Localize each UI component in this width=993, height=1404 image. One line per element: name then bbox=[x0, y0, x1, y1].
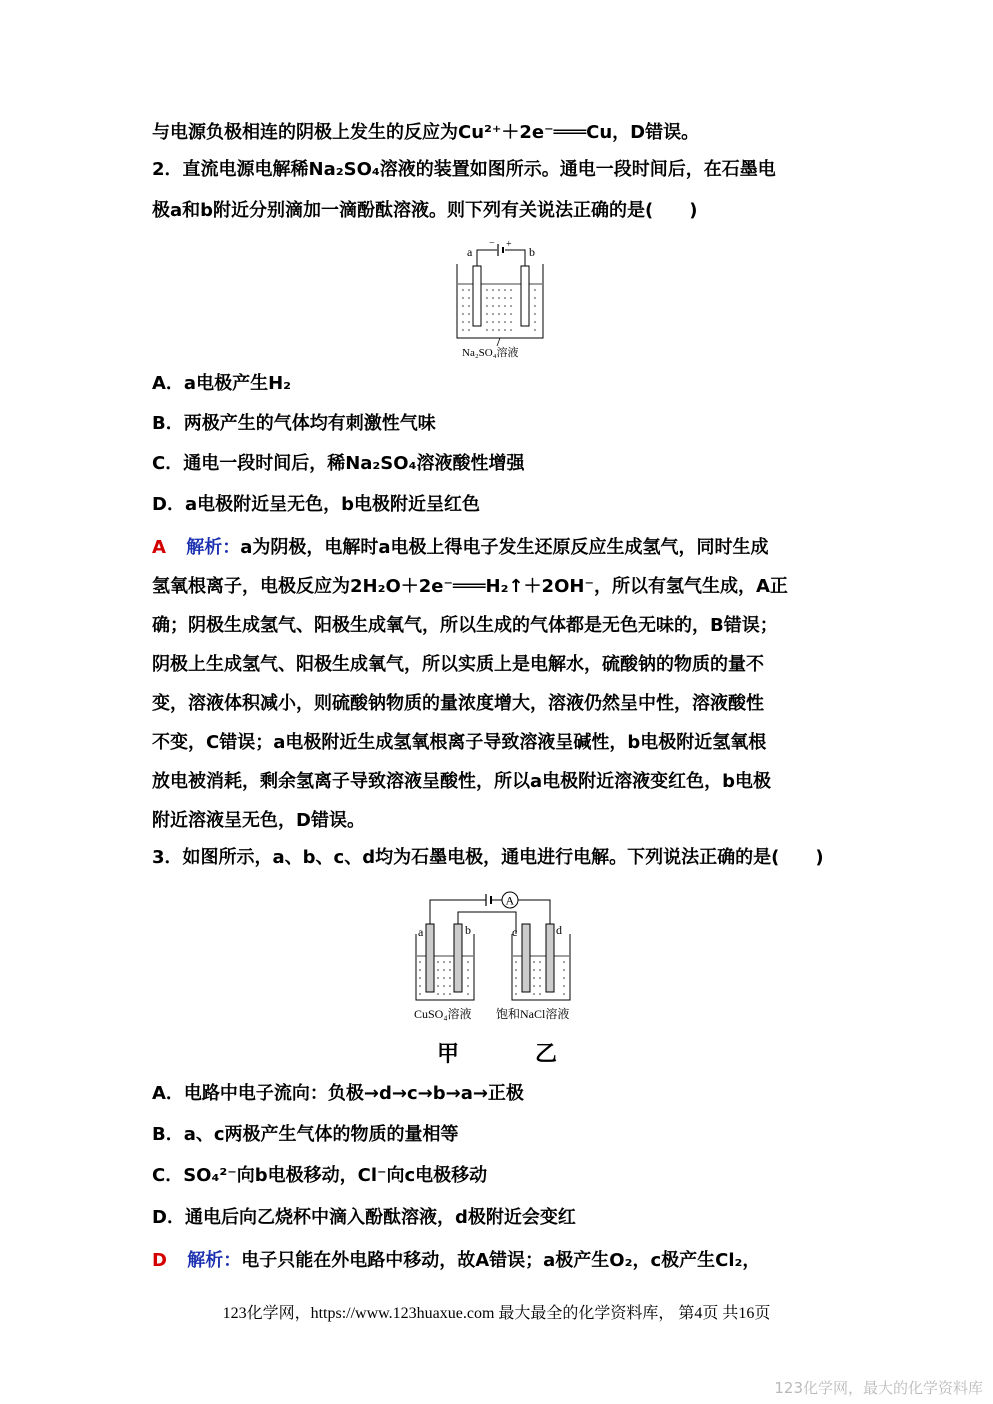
q2-option-b: B．两极产生的气体均有刺激性气味 bbox=[152, 413, 436, 434]
q2-explain-text-1: a为阴极，电解时a电极上得电子发生还原反应生成氢气，同时生成 bbox=[240, 537, 769, 558]
q3-option-c: C．SO₄²⁻向b电极移动，Cl⁻向c电极移动 bbox=[152, 1165, 488, 1186]
q3-caption-right: 饱和NaCl溶液 bbox=[496, 1007, 570, 1021]
q3-beaker-label-right: 乙 bbox=[535, 1042, 558, 1067]
q2-stem-line2: 极a和b附近分别滴加一滴酚酞溶液。则下列有关说法正确的是( ) bbox=[152, 200, 698, 221]
q3-beaker-label-left: 甲 bbox=[437, 1042, 460, 1067]
q2-option-a: A．a电极产生H₂ bbox=[152, 373, 292, 394]
page-footer: 123化学网，https://www.123huaxue.com 最大最全的化学资料库， 第4页 共16页 bbox=[222, 1305, 771, 1322]
q2-explain-line-3: 确；阴极生成氢气、阳极生成氧气，所以生成的气体都是无色无味的，B错误； bbox=[152, 615, 778, 636]
q3-option-a: A．电路中电子流向：负极→d→c→b→a→正极 bbox=[152, 1083, 524, 1104]
q2-figure-caption: Na₂SO₄溶液 bbox=[462, 347, 519, 359]
q2-explain-line-7: 放电被消耗，剩余氢离子导致溶液呈酸性，所以a电极附近溶液变红色，b电极 bbox=[152, 771, 772, 792]
q2-explain-line-4: 阴极上生成氢气、阳极生成氧气，所以实质上是电解水，硫酸钠的物质的量不 bbox=[152, 654, 764, 675]
q3-answer: D bbox=[152, 1250, 167, 1271]
q3-figure-svg bbox=[408, 884, 592, 1026]
q2-explain-line-2: 氢氧根离子，电极反应为2H₂O＋2e⁻═══H₂↑＋2OH⁻，所以有氢气生成，A正 bbox=[152, 576, 788, 597]
q2-figure-svg bbox=[445, 240, 555, 362]
q2-explain-label: 解析： bbox=[186, 537, 241, 558]
watermark: 123化学网，最大的化学资料库 bbox=[774, 1379, 983, 1397]
q2-option-c: C．通电一段时间后，稀Na₂SO₄溶液酸性增强 bbox=[152, 453, 525, 474]
q2-explain-line-8: 附近溶液呈无色，D错误。 bbox=[152, 810, 365, 831]
q3-label-b: b bbox=[465, 923, 471, 937]
q3-option-d: D．通电后向乙烧杯中滴入酚酞溶液，d极附近会变红 bbox=[152, 1207, 576, 1228]
q3-label-c: c bbox=[512, 925, 518, 939]
q2-explain-line-6: 不变，C错误；a电极附近生成氢氧根离子导致溶液呈碱性，b电极附近氢氧根 bbox=[152, 732, 767, 753]
q2-minus-sign: − bbox=[489, 240, 495, 249]
q3-explain-text-1: 电子只能在外电路中移动，故A错误；a极产生O₂，c极产生Cl₂， bbox=[241, 1250, 761, 1271]
q3-label-d: d bbox=[556, 923, 562, 937]
q3-explain-label: 解析： bbox=[187, 1250, 242, 1271]
q3-option-b: B．a、c两极产生气体的物质的量相等 bbox=[152, 1124, 459, 1145]
intro-line: 与电源负极相连的阴极上发生的反应为Cu²⁺＋2e⁻═══Cu，D错误。 bbox=[152, 122, 700, 143]
q2-plus-sign: + bbox=[506, 240, 512, 250]
q2-label-b: b bbox=[529, 245, 535, 259]
q2-explain-line-5: 变，溶液体积减小，则硫酸钠物质的量浓度增大，溶液仍然呈中性，溶液酸性 bbox=[152, 693, 764, 714]
q3-ammeter-label: A bbox=[505, 893, 515, 908]
q3-electrolysis-figure bbox=[408, 884, 592, 1026]
q2-explain-line-1 bbox=[152, 536, 769, 560]
q2-label-a: a bbox=[467, 245, 473, 259]
q3-label-a: a bbox=[418, 925, 424, 939]
q3-explain-line-1 bbox=[152, 1249, 760, 1273]
q3-caption-left: CuSO₄溶液 bbox=[414, 1007, 472, 1021]
q2-answer: A bbox=[152, 537, 166, 558]
q2-stem-line1: 2．直流电源电解稀Na₂SO₄溶液的装置如图所示。通电一段时间后，在石墨电 bbox=[152, 159, 776, 180]
q2-option-d: D．a电极附近呈无色，b电极附近呈红色 bbox=[152, 494, 480, 515]
q3-stem-line1: 3．如图所示，a、b、c、d均为石墨电极，通电进行电解。下列说法正确的是( ) bbox=[152, 847, 824, 868]
q2-electrolysis-figure bbox=[445, 240, 555, 362]
